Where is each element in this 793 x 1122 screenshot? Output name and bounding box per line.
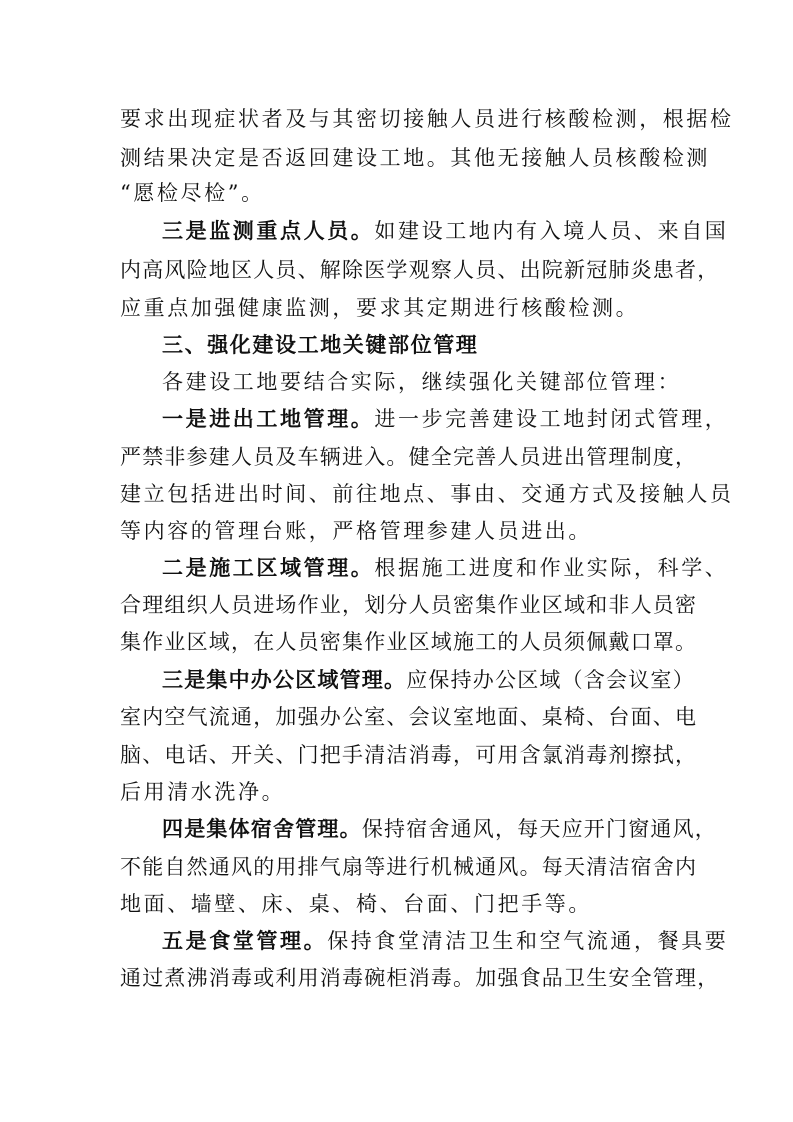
body-text-line: 要求出现症状者及与其密切接触人员进行核酸检测，根据检 bbox=[120, 107, 734, 131]
body-text-line: 建立包括进出时间、前往地点、事由、交通方式及接触人员 bbox=[120, 482, 734, 506]
paragraph-lead: 一是进出工地管理。 bbox=[162, 406, 375, 431]
paragraph-lead: 三是集中办公区域管理。 bbox=[162, 667, 407, 692]
body-text-line: 合理组织人员进场作业，划分人员密集作业区域和非人员密 bbox=[120, 593, 698, 617]
paragraph-first-line bbox=[162, 926, 729, 956]
body-text-line: 通过煮沸消毒或利用消毒碗柜消毒。加强食品卫生安全管理， bbox=[120, 966, 720, 990]
body-text-line: 集作业区域，在人员密集作业区域施工的人员须佩戴口罩。 bbox=[120, 630, 698, 654]
body-text-line: 室内空气流通，加强办公室、会议室地面、桌椅、台面、电 bbox=[120, 705, 698, 729]
body-text: 保持食堂清洁卫生和空气流通，餐具要 bbox=[327, 929, 729, 953]
body-text-line: 地面、墙壁、床、桌、椅、台面、门把手等。 bbox=[120, 892, 592, 916]
paragraph-first-line bbox=[162, 216, 729, 246]
paragraph-lead: 五是食堂管理。 bbox=[162, 928, 328, 953]
body-text-line: 应重点加强健康监测，要求其定期进行核酸检测。 bbox=[120, 296, 640, 320]
body-text-line: 后用清水洗净。 bbox=[120, 780, 286, 804]
body-text: 进一步完善建设工地封闭式管理， bbox=[374, 407, 729, 431]
paragraph-lead: 四是集体宿舍管理。 bbox=[162, 816, 362, 841]
body-text-line: 脑、电话、开关、门把手清洁消毒，可用含氯消毒剂擦拭， bbox=[120, 743, 698, 767]
body-text-line: 严禁非参建人员及车辆进入。健全完善人员进出管理制度， bbox=[120, 445, 698, 469]
body-text-line: “愿检尽检”。 bbox=[120, 181, 265, 205]
body-text: 如建设工地内有入境人员、来自国 bbox=[374, 219, 729, 243]
paragraph-first-line bbox=[162, 814, 718, 844]
body-text: 应保持办公区域（含会议室） bbox=[406, 668, 695, 692]
paragraph-first-line bbox=[162, 404, 729, 434]
paragraph-first-line bbox=[162, 665, 695, 695]
paragraph-lead: 三是监测重点人员。 bbox=[162, 218, 375, 243]
body-text: 根据施工进度和作业实际，科学、 bbox=[374, 556, 729, 580]
paragraph-lead: 二是施工区域管理。 bbox=[162, 555, 375, 580]
section-heading: 三、强化建设工地关键部位管理 bbox=[162, 333, 479, 357]
body-text-line: 测结果决定是否返回建设工地。其他无接触人员核酸检测 bbox=[120, 146, 710, 170]
body-text-line: 各建设工地要结合实际，继续强化关键部位管理： bbox=[162, 370, 682, 394]
body-text-line: 内高风险地区人员、解除医学观察人员、出院新冠肺炎患者， bbox=[120, 258, 720, 282]
body-text-line: 等内容的管理台账，严格管理参建人员进出。 bbox=[120, 519, 592, 543]
body-text: 保持宿舍通风，每天应开门窗通风， bbox=[361, 817, 718, 841]
body-text-line: 不能自然通风的用排气扇等进行机械通风。每天清洁宿舍内 bbox=[120, 855, 698, 879]
paragraph-first-line bbox=[162, 553, 729, 583]
